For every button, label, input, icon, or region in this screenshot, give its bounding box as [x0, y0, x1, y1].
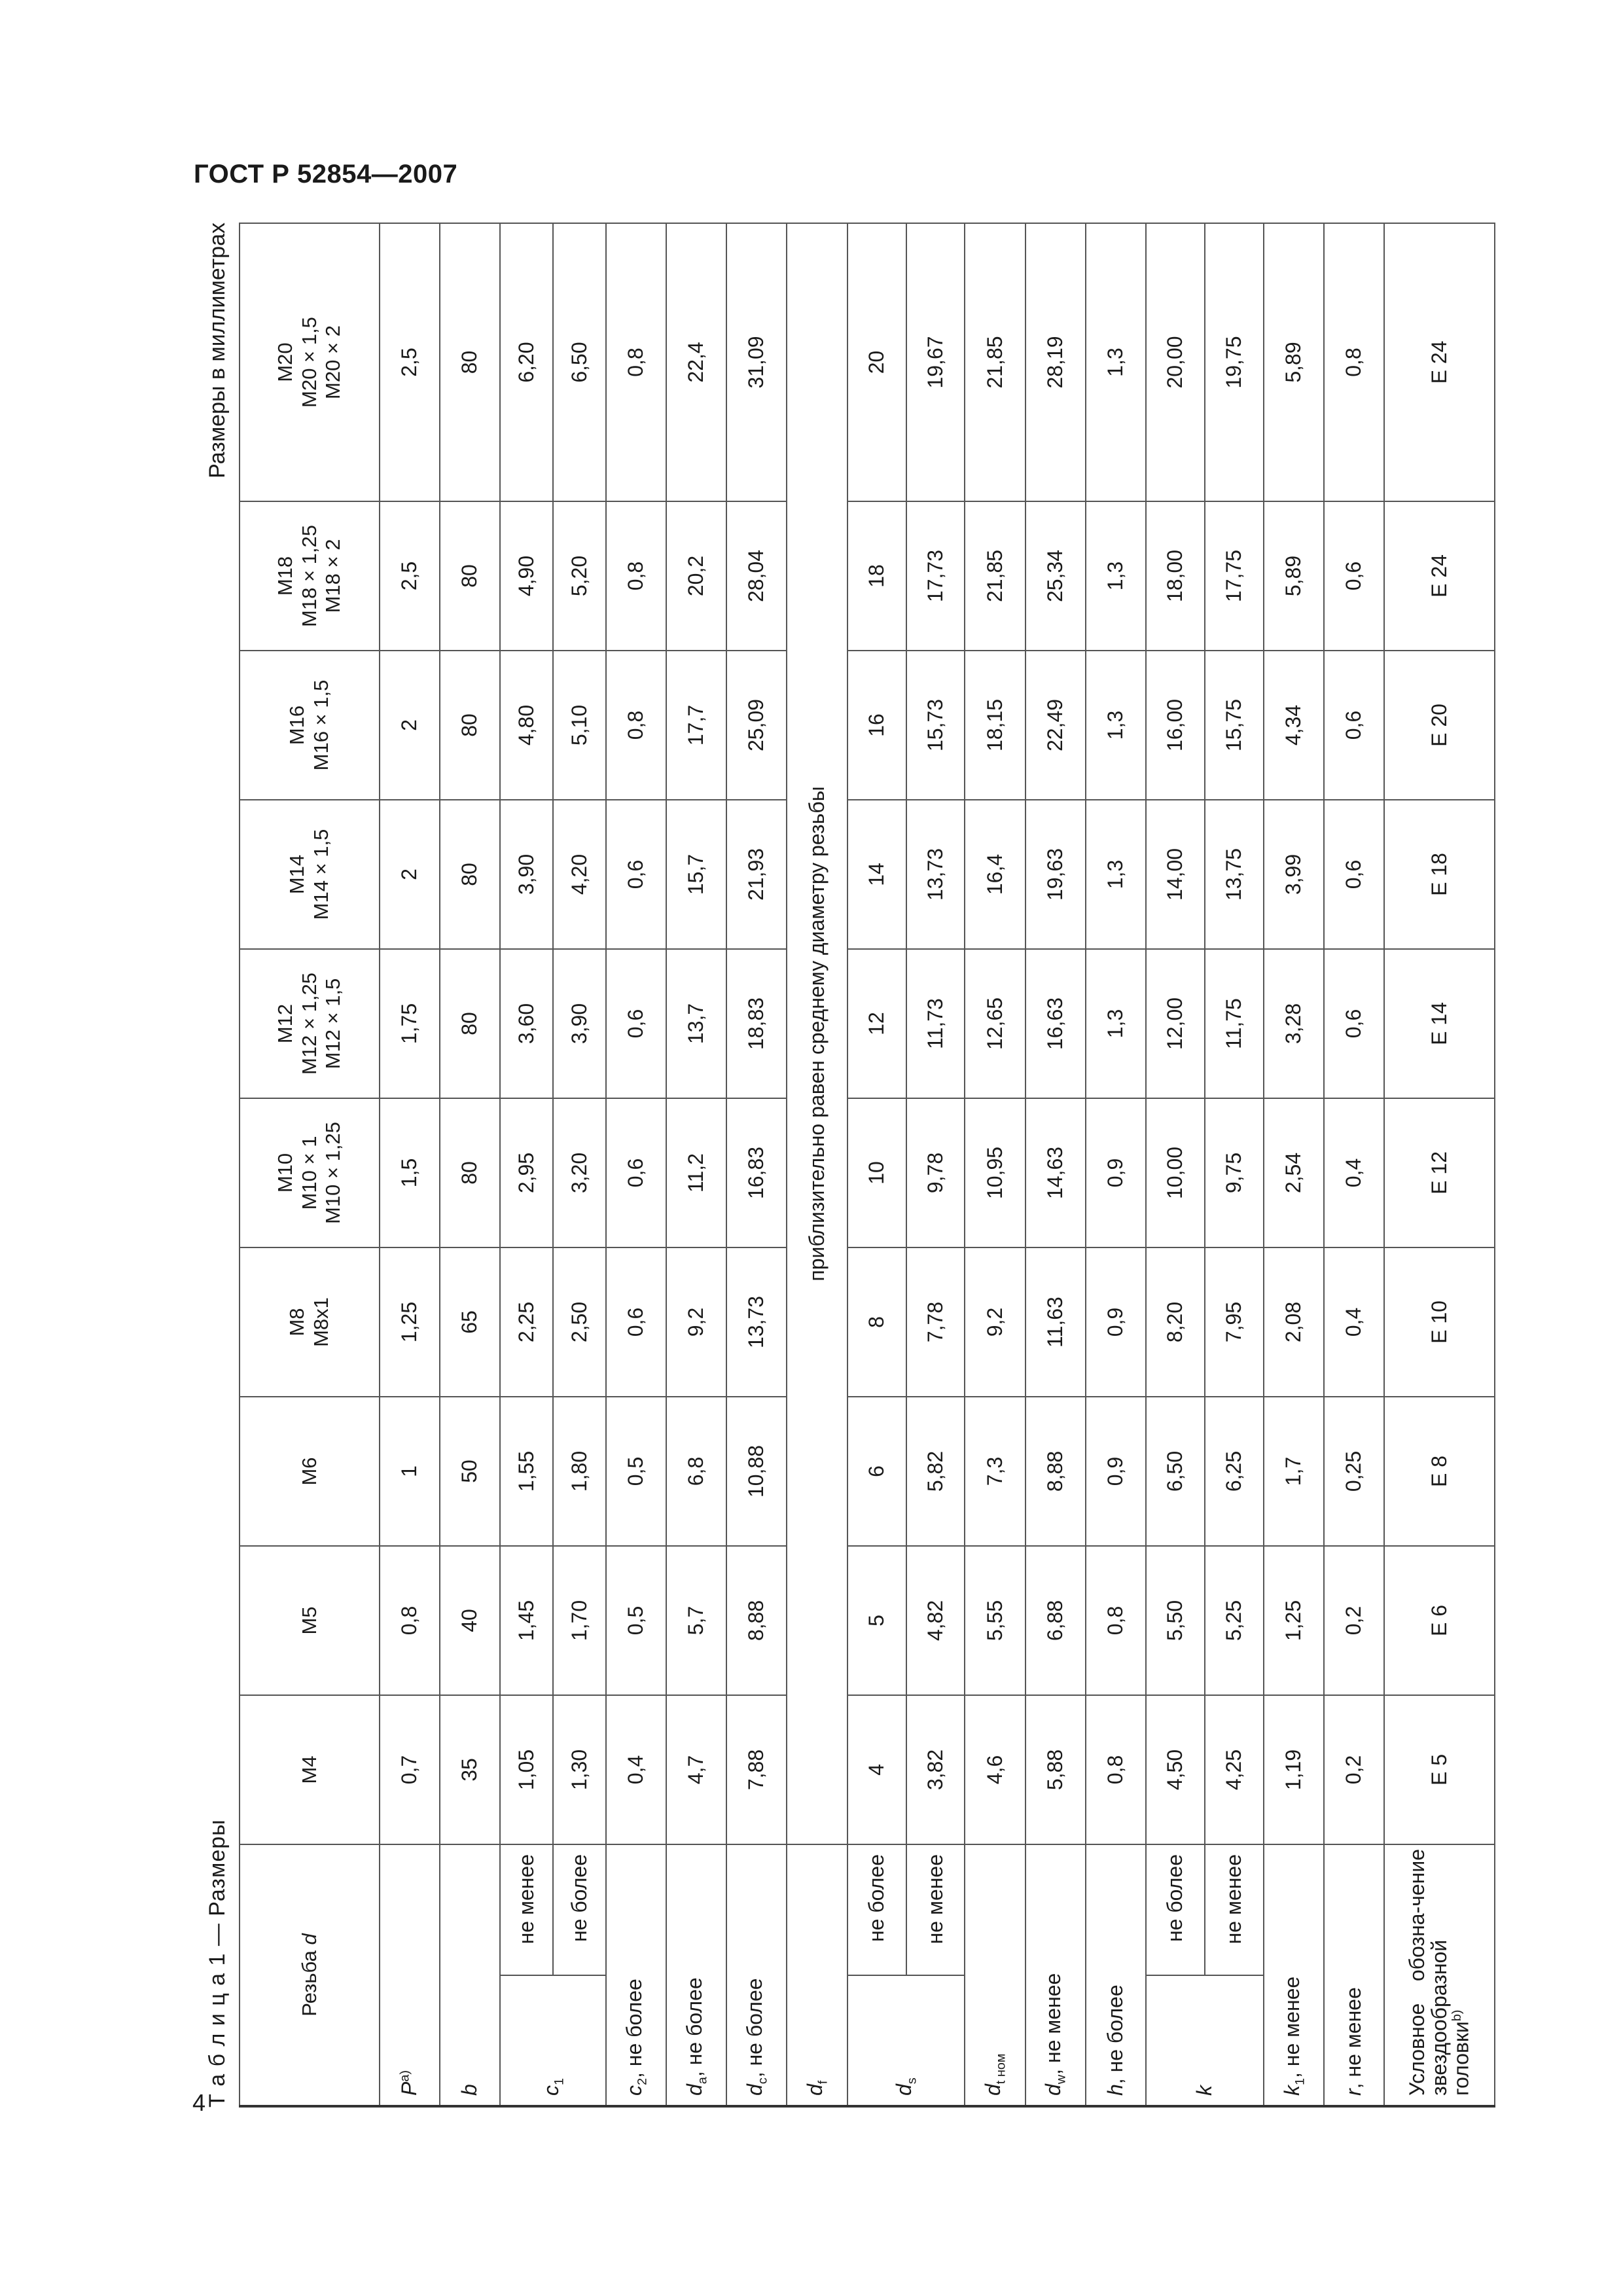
param-symbol: c — [539, 2085, 563, 2096]
table-row — [847, 223, 906, 2106]
value-cell-P: 2 — [380, 651, 440, 800]
thread-header-var: d — [297, 1933, 321, 1945]
value-cell-c1_max: 3,20 — [553, 1098, 606, 1247]
param-condition: , не менее — [1342, 1987, 1366, 2089]
param-subscript: f — [815, 2080, 830, 2085]
value-cell-star: E 5 — [1384, 1695, 1495, 1844]
param-symbol: r — [1342, 2089, 1366, 2096]
value-cell-c2: 0,8 — [606, 651, 666, 800]
param-condition: , не менее — [1279, 1976, 1304, 2078]
value-cell-k1: 4,34 — [1264, 651, 1324, 800]
value-cell-star: E 8 — [1384, 1397, 1495, 1546]
value-cell-ds_max: 6 — [847, 1397, 906, 1546]
value-cell-dt: 10,95 — [965, 1098, 1025, 1247]
value-cell-k1: 1,25 — [1264, 1546, 1324, 1695]
value-cell-ds_max: 12 — [847, 949, 906, 1098]
table-row — [906, 223, 965, 2106]
param-h-label — [1086, 1844, 1146, 2106]
table-row — [500, 223, 553, 2106]
value-cell-dw: 8,88 — [1026, 1397, 1086, 1546]
table-row — [726, 223, 787, 2106]
value-cell-ds_max: 14 — [847, 800, 906, 949]
value-cell-c1_min: 3,90 — [500, 800, 553, 949]
value-cell-b: 35 — [440, 1695, 500, 1844]
thread-size-header: M4 — [240, 1695, 380, 1844]
value-cell-b: 50 — [440, 1397, 500, 1546]
value-cell-b: 80 — [440, 501, 500, 651]
value-cell-k_max: 4,50 — [1146, 1695, 1205, 1844]
value-cell-da: 13,7 — [666, 949, 726, 1098]
value-cell-h: 0,9 — [1086, 1397, 1146, 1546]
thread-size-header: M16 M16 × 1,5 — [240, 651, 380, 800]
param-dt-label — [965, 1844, 1025, 2106]
table-row — [440, 223, 500, 2106]
value-cell-c1_min: 1,45 — [500, 1546, 553, 1695]
value-cell-k_min: 7,95 — [1205, 1247, 1264, 1397]
value-cell-h: 0,8 — [1086, 1695, 1146, 1844]
value-cell-c1_max: 6,50 — [553, 223, 606, 501]
value-cell-dw: 22,49 — [1026, 651, 1086, 800]
value-cell-r: 0,6 — [1324, 800, 1384, 949]
value-cell-b: 80 — [440, 800, 500, 949]
param-P-label — [380, 1844, 440, 2106]
value-cell-dw: 14,63 — [1026, 1098, 1086, 1247]
value-cell-k_max: 8,20 — [1146, 1247, 1205, 1397]
value-cell-da: 22,4 — [666, 223, 726, 501]
value-cell-c1_max: 1,80 — [553, 1397, 606, 1546]
value-cell-P: 2,5 — [380, 501, 440, 651]
value-cell-ds_min: 17,73 — [906, 501, 965, 651]
param-k1-label — [1264, 1844, 1324, 2106]
value-cell-dt: 9,2 — [965, 1247, 1025, 1397]
c1-max-label: не более — [553, 1844, 606, 1975]
value-cell-dt: 5,55 — [965, 1546, 1025, 1695]
value-cell-k_min: 5,25 — [1205, 1546, 1264, 1695]
value-cell-k1: 3,99 — [1264, 800, 1324, 949]
value-cell-ds_min: 9,78 — [906, 1098, 965, 1247]
value-cell-star: E 24 — [1384, 223, 1495, 501]
value-cell-c2: 0,6 — [606, 949, 666, 1098]
value-cell-c1_max: 5,10 — [553, 651, 606, 800]
thread-header-cell — [240, 1844, 380, 2106]
value-cell-h: 1,3 — [1086, 223, 1146, 501]
ds-min-label: не менее — [906, 1844, 965, 1975]
value-cell-da: 17,7 — [666, 651, 726, 800]
value-cell-k1: 2,54 — [1264, 1098, 1324, 1247]
value-cell-dt: 21,85 — [965, 501, 1025, 651]
value-cell-b: 80 — [440, 223, 500, 501]
param-subscript: w — [1054, 2074, 1069, 2085]
value-cell-c2: 0,5 — [606, 1546, 666, 1695]
value-cell-dc: 21,93 — [726, 800, 787, 949]
value-cell-c1_max: 3,90 — [553, 949, 606, 1098]
value-cell-k_min: 6,25 — [1205, 1397, 1264, 1546]
value-cell-k_max: 6,50 — [1146, 1397, 1205, 1546]
value-cell-dc: 16,83 — [726, 1098, 787, 1247]
value-cell-ds_max: 20 — [847, 223, 906, 501]
param-dc-label — [726, 1844, 787, 2106]
param-dw-label — [1026, 1844, 1086, 2106]
thread-size-header: M5 — [240, 1546, 380, 1695]
value-cell-r: 0,6 — [1324, 651, 1384, 800]
value-cell-ds_min: 13,73 — [906, 800, 965, 949]
thread-size-header: M18 M18 × 1,25 M18 × 2 — [240, 501, 380, 651]
param-description: Условное обозна-чение звездообразной головки — [1404, 1848, 1473, 2096]
value-cell-c1_min: 4,80 — [500, 651, 553, 800]
value-cell-P: 0,8 — [380, 1546, 440, 1695]
value-cell-k1: 1,19 — [1264, 1695, 1324, 1844]
value-cell-da: 6,8 — [666, 1397, 726, 1546]
value-cell-k_min: 19,75 — [1205, 223, 1264, 501]
dimensions-table — [239, 223, 1495, 2108]
param-condition: , не более — [1103, 1984, 1128, 2085]
param-ds-label — [847, 1975, 965, 2106]
value-cell-P: 1,25 — [380, 1247, 440, 1397]
value-cell-k1: 5,89 — [1264, 223, 1324, 501]
value-cell-ds_min: 15,73 — [906, 651, 965, 800]
value-cell-k_max: 10,00 — [1146, 1098, 1205, 1247]
value-cell-h: 1,3 — [1086, 800, 1146, 949]
value-cell-k_max: 12,00 — [1146, 949, 1205, 1098]
thread-size-header: M6 — [240, 1397, 380, 1546]
value-cell-r: 0,8 — [1324, 223, 1384, 501]
value-cell-P: 2,5 — [380, 223, 440, 501]
value-cell-k1: 3,28 — [1264, 949, 1324, 1098]
param-condition: , не более — [622, 1979, 646, 2078]
k-min-label: не менее — [1205, 1844, 1264, 1975]
table-row — [1086, 223, 1146, 2106]
value-cell-ds_min: 11,73 — [906, 949, 965, 1098]
table-row — [787, 223, 847, 2106]
value-cell-c2: 0,6 — [606, 1247, 666, 1397]
value-cell-dt: 4,6 — [965, 1695, 1025, 1844]
value-cell-dc: 10,88 — [726, 1397, 787, 1546]
table-row — [965, 223, 1025, 2106]
param-df-label — [787, 1844, 847, 2106]
c1-min-label: не менее — [500, 1844, 553, 1975]
value-cell-star: E 24 — [1384, 501, 1495, 651]
value-cell-da: 20,2 — [666, 501, 726, 651]
param-subscript: 1 — [1293, 2077, 1307, 2085]
param-symbol: k — [1192, 2085, 1217, 2096]
value-cell-ds_min: 4,82 — [906, 1546, 965, 1695]
value-cell-c2: 0,4 — [606, 1695, 666, 1844]
param-c1-label — [500, 1975, 606, 2106]
value-cell-c1_min: 2,25 — [500, 1247, 553, 1397]
param-symbol: d — [1041, 2084, 1065, 2096]
value-cell-da: 15,7 — [666, 800, 726, 949]
table-row — [1146, 223, 1205, 2106]
value-cell-c2: 0,6 — [606, 800, 666, 949]
param-symbol: c — [622, 2085, 646, 2096]
value-cell-dt: 12,65 — [965, 949, 1025, 1098]
value-cell-dt: 7,3 — [965, 1397, 1025, 1546]
table-row — [1264, 223, 1324, 2106]
table-row — [553, 223, 606, 2106]
table-row — [666, 223, 726, 2106]
value-cell-k1: 2,08 — [1264, 1247, 1324, 1397]
param-symbol: h — [1103, 2084, 1128, 2096]
value-cell-c1_max: 5,20 — [553, 501, 606, 651]
value-cell-P: 1,75 — [380, 949, 440, 1098]
param-c2-label — [606, 1844, 666, 2106]
value-cell-r: 0,6 — [1324, 949, 1384, 1098]
value-cell-c2: 0,8 — [606, 223, 666, 501]
value-cell-dc: 7,88 — [726, 1695, 787, 1844]
value-cell-h: 1,3 — [1086, 501, 1146, 651]
param-subscript: c — [755, 2077, 770, 2085]
value-cell-h: 0,8 — [1086, 1546, 1146, 1695]
value-cell-star: E 14 — [1384, 949, 1495, 1098]
value-cell-k_min: 11,75 — [1205, 949, 1264, 1098]
value-cell-dw: 5,88 — [1026, 1695, 1086, 1844]
value-cell-b: 65 — [440, 1247, 500, 1397]
value-cell-c1_max: 2,50 — [553, 1247, 606, 1397]
value-cell-star: E 12 — [1384, 1098, 1495, 1247]
value-cell-c2: 0,8 — [606, 501, 666, 651]
df-note-cell: приблизительно равен среднему диаметру резьбы — [787, 223, 847, 1844]
units-note: Размеры в миллиметрах — [205, 223, 230, 478]
param-subscript: s — [904, 2077, 919, 2085]
value-cell-dc: 13,73 — [726, 1247, 787, 1397]
param-condition: , не менее — [1041, 1973, 1065, 2075]
value-cell-c1_max: 1,30 — [553, 1695, 606, 1844]
value-cell-h: 1,3 — [1086, 651, 1146, 800]
thread-size-header: M12 M12 × 1,25 M12 × 1,5 — [240, 949, 380, 1098]
value-cell-c1_min: 4,90 — [500, 501, 553, 651]
value-cell-b: 80 — [440, 651, 500, 800]
param-symbol: d — [742, 2084, 766, 2096]
value-cell-r: 0,4 — [1324, 1098, 1384, 1247]
value-cell-k1: 1,7 — [1264, 1397, 1324, 1546]
param-k-label — [1146, 1975, 1264, 2106]
value-cell-c1_max: 4,20 — [553, 800, 606, 949]
value-cell-P: 1,5 — [380, 1098, 440, 1247]
value-cell-da: 5,7 — [666, 1546, 726, 1695]
value-cell-c2: 0,6 — [606, 1098, 666, 1247]
value-cell-b: 80 — [440, 949, 500, 1098]
value-cell-P: 2 — [380, 800, 440, 949]
value-cell-h: 1,3 — [1086, 949, 1146, 1098]
value-cell-r: 0,6 — [1324, 501, 1384, 651]
table-body — [240, 223, 1495, 2106]
table-caption: Т а б л и ц а 1 — Размеры — [205, 1819, 230, 2108]
value-cell-dt: 16,4 — [965, 800, 1025, 949]
ds-max-label: не более — [847, 1844, 906, 1975]
param-r-label — [1324, 1844, 1384, 2106]
value-cell-star: E 6 — [1384, 1546, 1495, 1695]
value-cell-ds_max: 8 — [847, 1247, 906, 1397]
value-cell-k_min: 4,25 — [1205, 1695, 1264, 1844]
param-subscript: t ном — [993, 2053, 1008, 2085]
param-symbol: k — [1279, 2085, 1304, 2096]
table-row — [1384, 223, 1495, 2106]
param-subscript: a — [695, 2077, 710, 2085]
value-cell-c1_min: 2,95 — [500, 1098, 553, 1247]
thread-size-header: M14 M14 × 1,5 — [240, 800, 380, 949]
value-cell-ds_min: 7,78 — [906, 1247, 965, 1397]
value-cell-ds_min: 19,67 — [906, 223, 965, 501]
value-cell-k_min: 9,75 — [1205, 1098, 1264, 1247]
param-star-label — [1384, 1844, 1495, 2106]
thread-size-header: M20 M20 × 1,5 M20 × 2 — [240, 223, 380, 501]
table-row — [380, 223, 440, 2106]
table-row — [1205, 223, 1264, 2106]
value-cell-k1: 5,89 — [1264, 501, 1324, 651]
value-cell-h: 0,9 — [1086, 1247, 1146, 1397]
page-number: 4 — [192, 2089, 206, 2116]
value-cell-r: 0,2 — [1324, 1546, 1384, 1695]
value-cell-ds_max: 4 — [847, 1695, 906, 1844]
value-cell-P: 0,7 — [380, 1695, 440, 1844]
param-symbol: P — [397, 2081, 421, 2096]
param-symbol: b — [457, 2084, 482, 2096]
value-cell-dt: 21,85 — [965, 223, 1025, 501]
value-cell-k_min: 13,75 — [1205, 800, 1264, 949]
value-cell-b: 40 — [440, 1546, 500, 1695]
value-cell-c1_min: 1,05 — [500, 1695, 553, 1844]
value-cell-b: 80 — [440, 1098, 500, 1247]
value-cell-dw: 25,34 — [1026, 501, 1086, 651]
param-symbol: d — [803, 2084, 827, 2096]
k-max-label: не более — [1146, 1844, 1205, 1975]
value-cell-c1_max: 1,70 — [553, 1546, 606, 1695]
thread-size-header: M10 M10 × 1 M10 × 1,25 — [240, 1098, 380, 1247]
table-row — [1026, 223, 1086, 2106]
value-cell-k_max: 18,00 — [1146, 501, 1205, 651]
value-cell-dw: 6,88 — [1026, 1546, 1086, 1695]
param-condition: , не более — [742, 1978, 766, 2078]
table-row — [1324, 223, 1384, 2106]
value-cell-da: 9,2 — [666, 1247, 726, 1397]
footnote-mark: b) — [1450, 2009, 1465, 2022]
thread-header-label: Резьба — [297, 1945, 321, 2017]
param-da-label — [666, 1844, 726, 2106]
value-cell-h: 0,9 — [1086, 1098, 1146, 1247]
value-cell-da: 4,7 — [666, 1695, 726, 1844]
value-cell-dc: 8,88 — [726, 1546, 787, 1695]
value-cell-dw: 16,63 — [1026, 949, 1086, 1098]
value-cell-ds_min: 5,82 — [906, 1397, 965, 1546]
value-cell-k_max: 5,50 — [1146, 1546, 1205, 1695]
value-cell-ds_max: 18 — [847, 501, 906, 651]
value-cell-da: 11,2 — [666, 1098, 726, 1247]
value-cell-star: E 20 — [1384, 651, 1495, 800]
value-cell-c1_min: 6,20 — [500, 223, 553, 501]
value-cell-ds_max: 16 — [847, 651, 906, 800]
value-cell-ds_max: 5 — [847, 1546, 906, 1695]
rotated-table-block — [200, 223, 1495, 2108]
value-cell-c2: 0,5 — [606, 1397, 666, 1546]
value-cell-dw: 11,63 — [1026, 1247, 1086, 1397]
value-cell-k_min: 17,75 — [1205, 501, 1264, 651]
param-subscript: 2 — [634, 2077, 649, 2085]
value-cell-P: 1 — [380, 1397, 440, 1546]
value-cell-dc: 31,09 — [726, 223, 787, 501]
param-b-label — [440, 1844, 500, 2106]
param-symbol: d — [981, 2084, 1005, 2096]
param-symbol: d — [682, 2084, 706, 2096]
value-cell-c1_min: 3,60 — [500, 949, 553, 1098]
param-subscript: 1 — [551, 2077, 566, 2085]
value-cell-star: E 10 — [1384, 1247, 1495, 1397]
table-row — [606, 223, 666, 2106]
value-cell-star: E 18 — [1384, 800, 1495, 949]
value-cell-k_min: 15,75 — [1205, 651, 1264, 800]
value-cell-dc: 28,04 — [726, 501, 787, 651]
value-cell-k_max: 20,00 — [1146, 223, 1205, 501]
value-cell-dw: 19,63 — [1026, 800, 1086, 949]
value-cell-dw: 28,19 — [1026, 223, 1086, 501]
value-cell-ds_min: 3,82 — [906, 1695, 965, 1844]
value-cell-r: 0,2 — [1324, 1695, 1384, 1844]
footnote-mark: a) — [397, 2070, 412, 2082]
value-cell-r: 0,4 — [1324, 1247, 1384, 1397]
value-cell-dc: 25,09 — [726, 651, 787, 800]
table-row — [240, 223, 380, 2106]
param-symbol: d — [892, 2084, 916, 2096]
thread-size-header: M8 M8x1 — [240, 1247, 380, 1397]
value-cell-dc: 18,83 — [726, 949, 787, 1098]
value-cell-r: 0,25 — [1324, 1397, 1384, 1546]
param-condition: , не более — [682, 1977, 706, 2077]
value-cell-k_max: 14,00 — [1146, 800, 1205, 949]
table-wrapper — [239, 223, 1495, 2108]
document-header: ГОСТ Р 52854—2007 — [194, 160, 458, 188]
value-cell-c1_min: 1,55 — [500, 1397, 553, 1546]
value-cell-dt: 18,15 — [965, 651, 1025, 800]
value-cell-k_max: 16,00 — [1146, 651, 1205, 800]
value-cell-ds_max: 10 — [847, 1098, 906, 1247]
